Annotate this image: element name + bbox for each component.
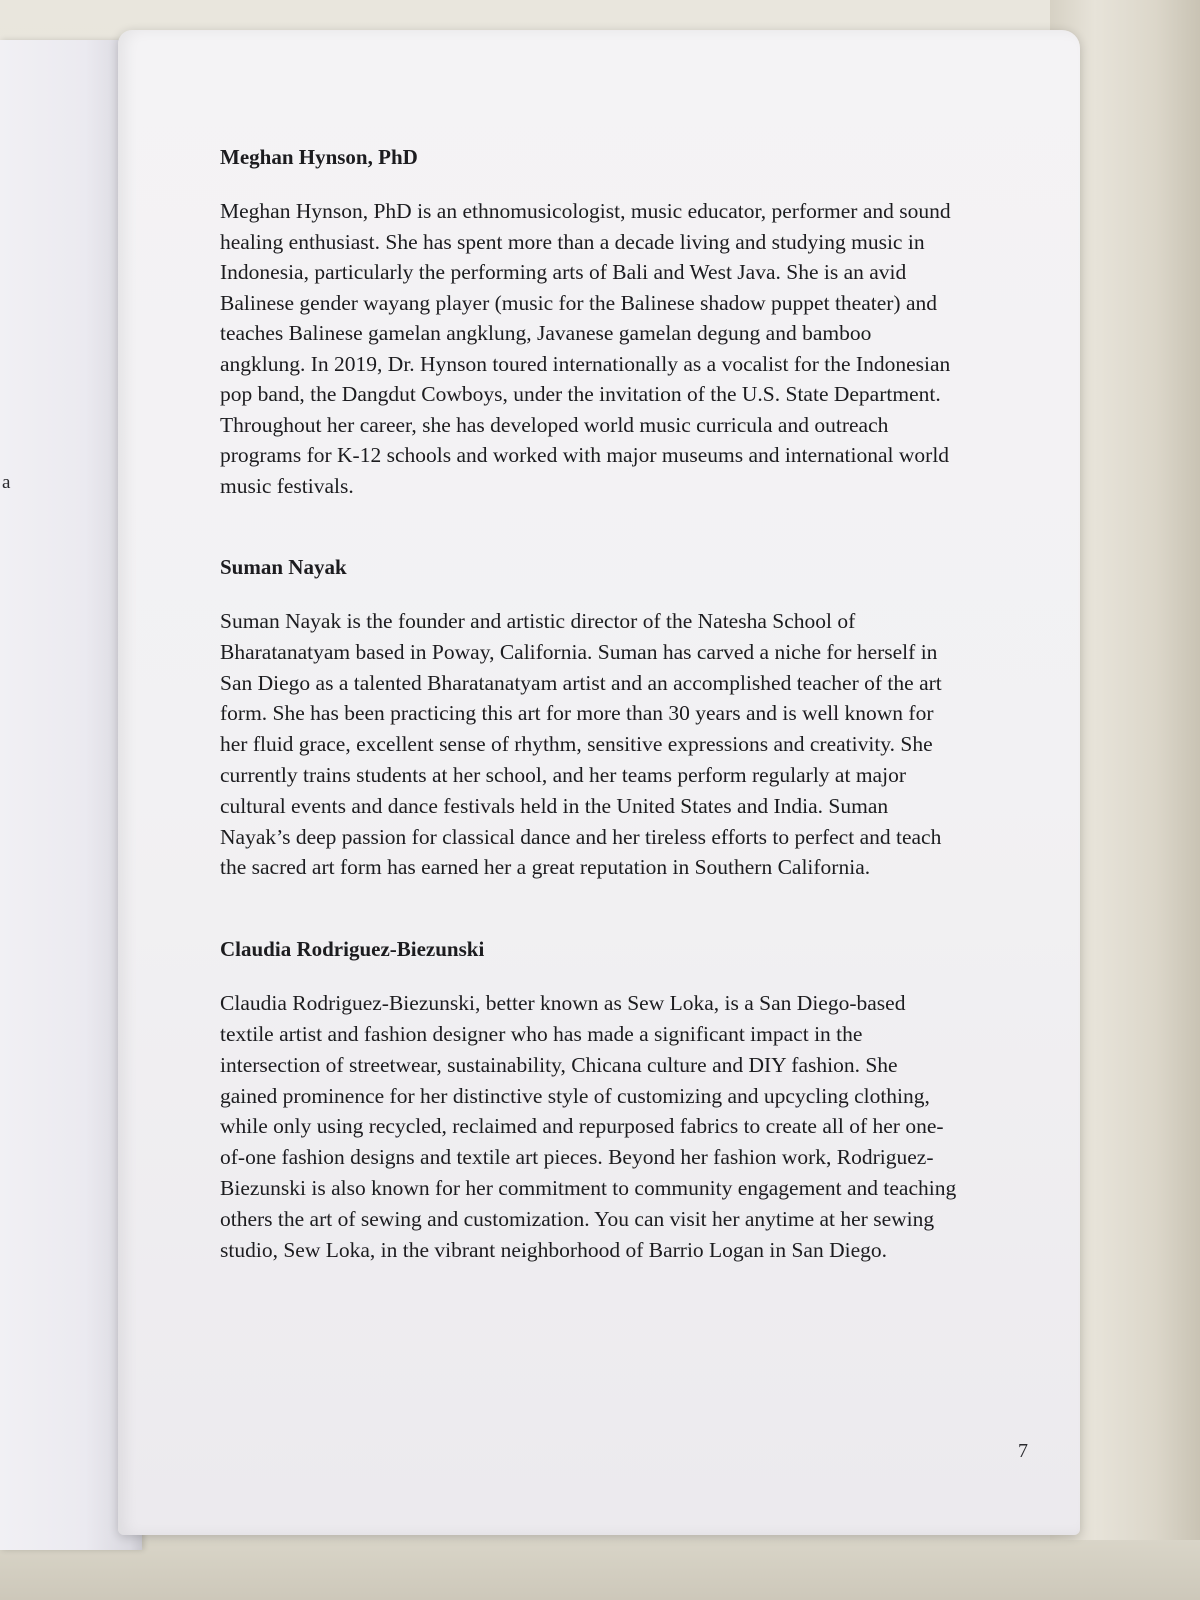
bio-name: Claudia Rodriguez-Biezunski [220, 937, 485, 962]
bio-text: Claudia Rodriguez-Biezunski, better known as Sew Loka, is a San Diego-based textile artist and fashion designer who has made a significant impact in the intersection of streetwear, sustainability, Chicana culture and DIY fashion. She gained prominence for her distinctive style of customizing and upcycling clothing, while only using recycled, reclaimed and repurposed fabrics to create all of her one-of-one fashion designs and textile art pieces. Beyond her fashion work, Rodriguez-Biezunski is also known for her commitment to community engagement and teaching others the art of sewing and customization. You can visit her anytime at her sewing studio, Sew Loka, in the vibrant neighborhood of Barrio Logan in San Diego. [220, 991, 957, 1262]
bio-section-nayak [220, 555, 1020, 883]
page-number: 7 [1018, 1440, 1028, 1462]
bio-name: Meghan Hynson, PhD [220, 145, 418, 169]
bio-section-rodriguez-biezunski [220, 937, 1020, 1265]
bio-name: Suman Nayak [220, 555, 347, 579]
left-page-text-fragment: a [2, 472, 11, 493]
booklet-page [118, 30, 1080, 1535]
bio-text: Suman Nayak is the founder and artistic director of the Natesha School of Bharatanatyam based in Poway, California. Suman has carved a niche for herself in San Diego as a talented Bharatanatyam artist and an accomplished teacher of the art form. She has been practicing this art for more than 30 years and is well known for her fluid grace, excellent sense of rhythm, sensitive expressions and creativity. She currently trains students at her school, and her teams perform regularly at major cultural events and dance festivals held in the United States and India. Suman Nayak’s deep passion for classical dance and her tireless efforts to perfect and teach the sacred art form has earned her a great reputation in Southern California. [220, 609, 942, 880]
page-content [220, 145, 1020, 1265]
bio-section-hynson [220, 145, 1020, 501]
bio-text: Meghan Hynson, PhD is an ethnomusicologist, music educator, performer and sound healing enthusiast. She has spent more than a decade living and studying music in Indonesia, particularly the performing arts of Bali and West Java. She is an avid Balinese gender wayang player (music for the Balinese shadow puppet theater) and teaches Balinese gamelan angklung, Javanese gamelan degung and bamboo angklung. In 2019, Dr. Hynson toured internationally as a vocalist for the Indonesian pop band, the Dangdut Cowboys, under the invitation of the U.S. State Department. Throughout her career, she has developed world music curricula and outreach programs for K-12 schools and worked with major museums and international world music festivals. [220, 199, 951, 498]
table-surface-bottom [0, 1540, 1200, 1600]
